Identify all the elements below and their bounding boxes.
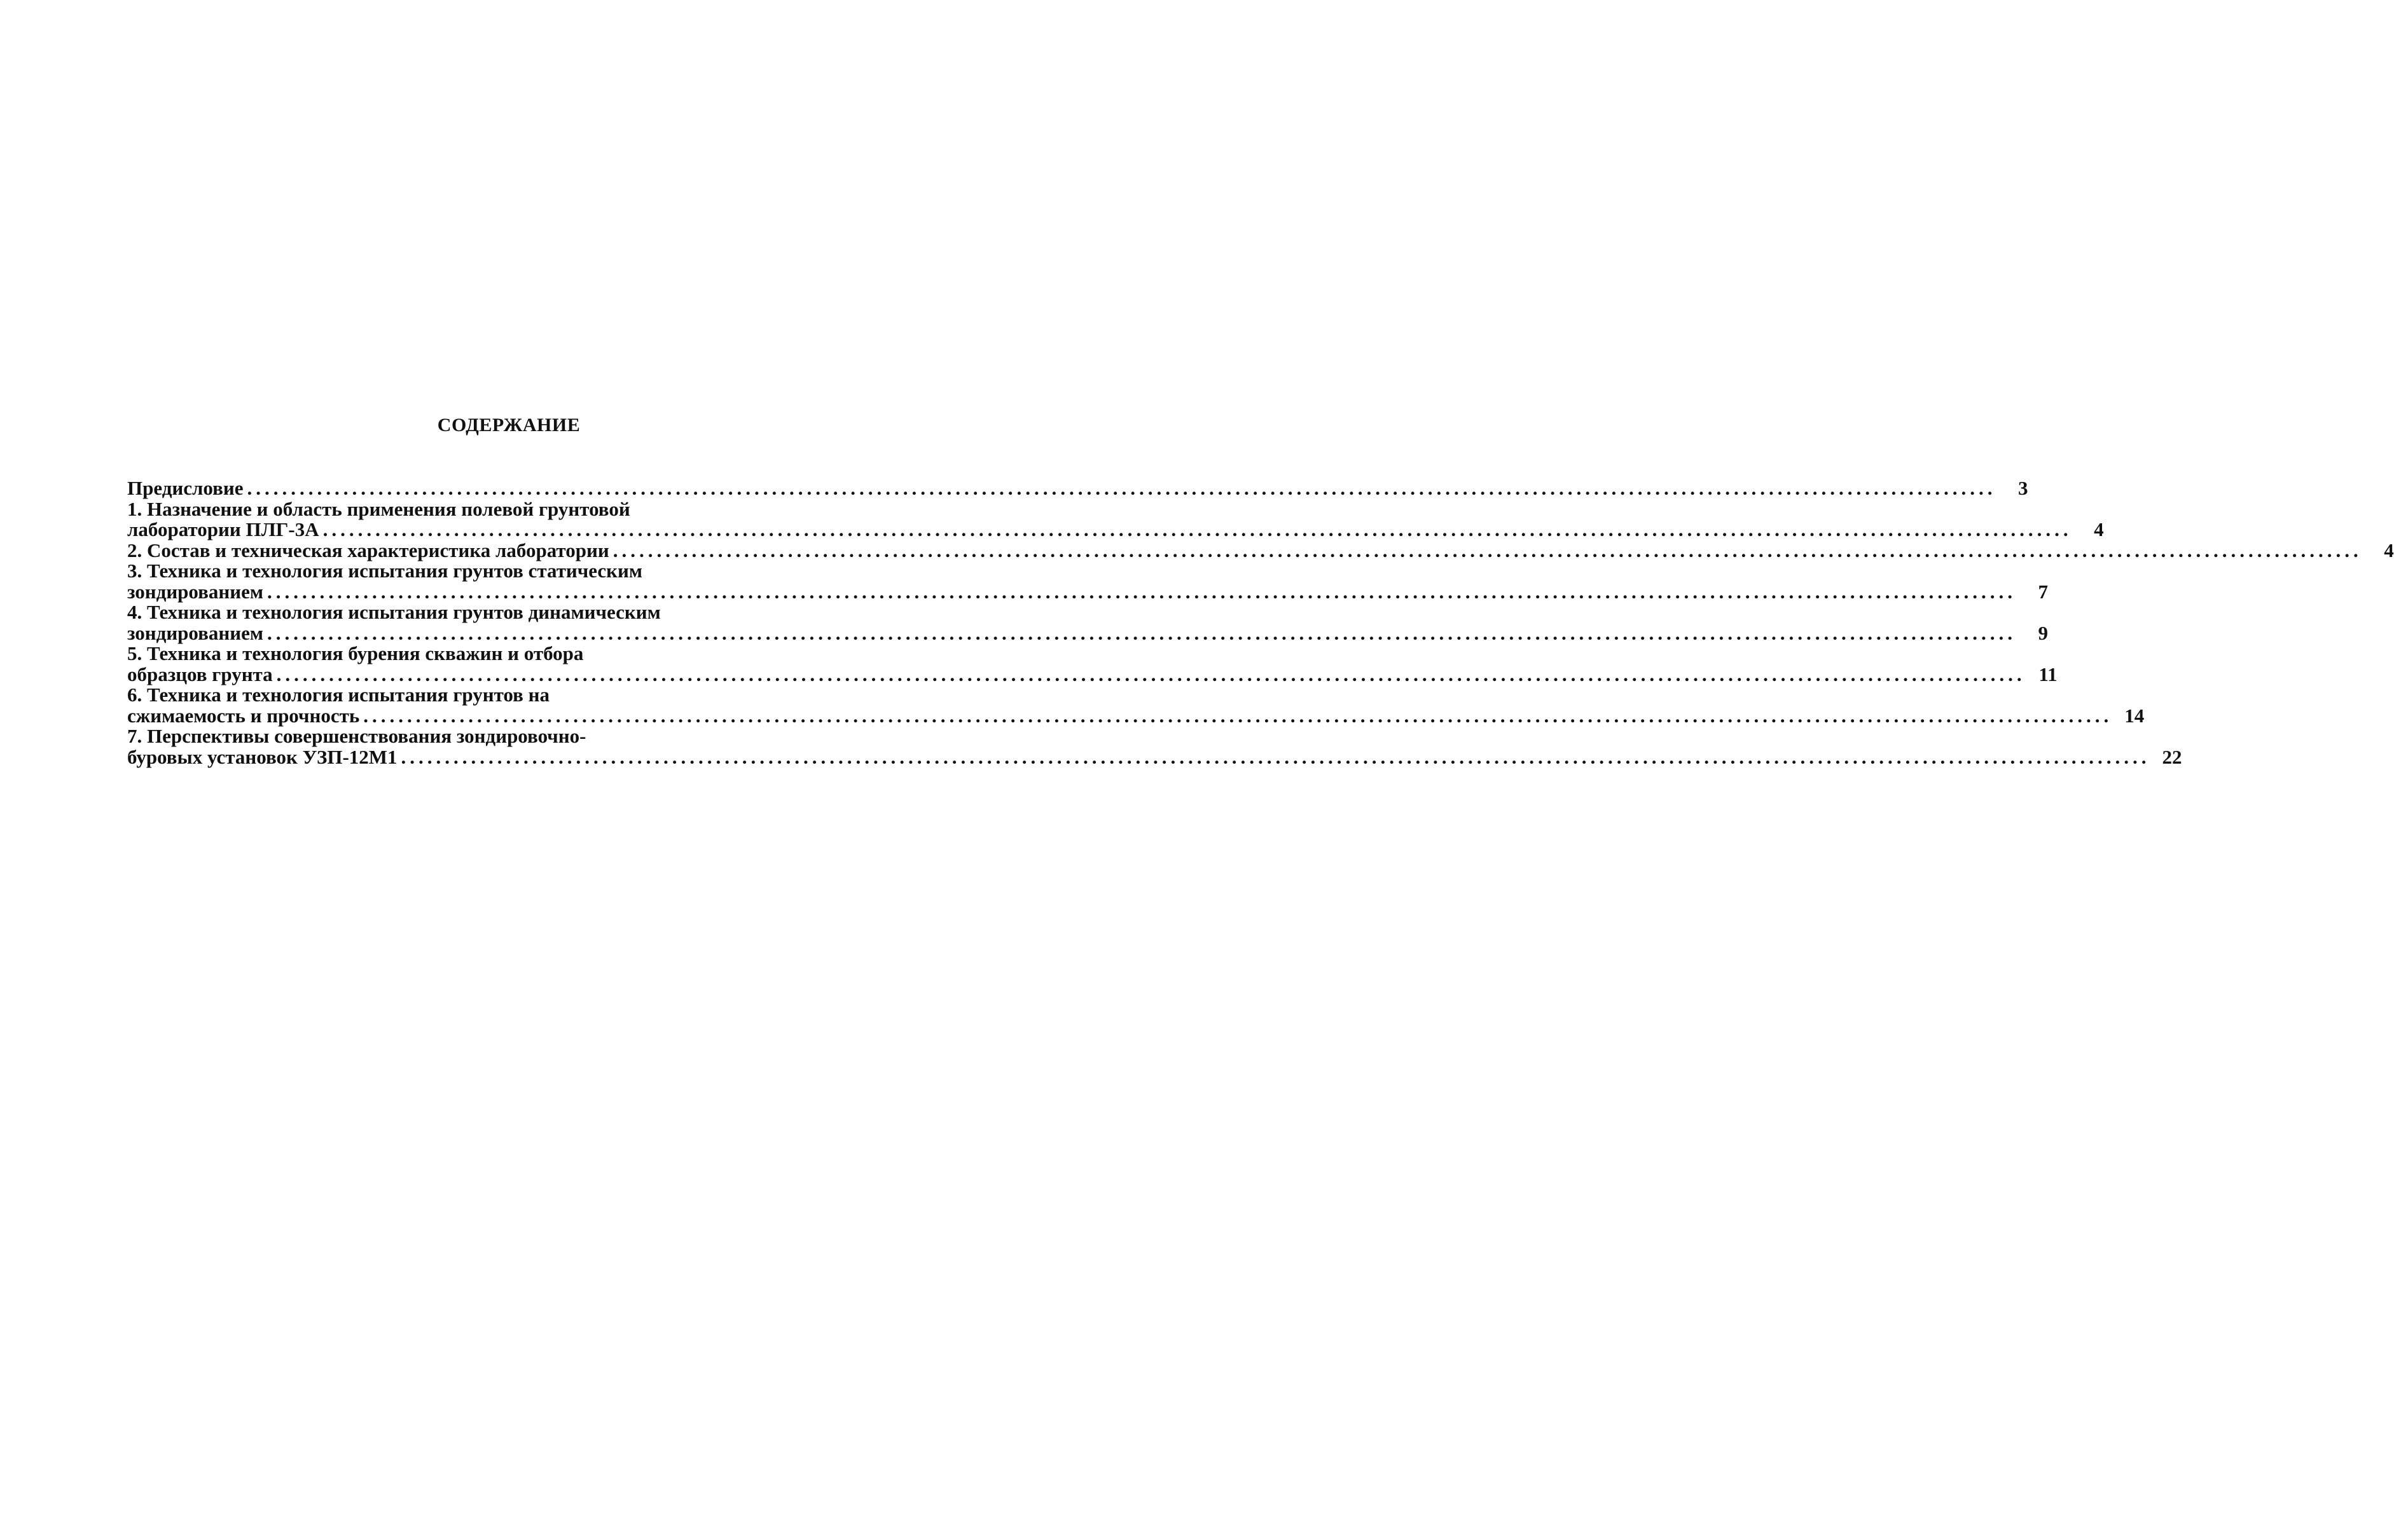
dot-leader: ........................................................................................................................................................................................................ (267, 621, 2016, 644)
toc-entry-title-line: 1. Назначение и область применения полевой грунтовой (127, 497, 630, 520)
toc-entry-title: Предисловие (127, 477, 244, 499)
toc-entry-title-line: 3. Техника и технология испытания грунтов статическим (127, 560, 642, 582)
toc-page-number: 14 (2124, 704, 2145, 727)
toc-page-number: 7 (2038, 580, 2048, 603)
toc-entry-section-5 (127, 642, 2058, 685)
dot-leader: ........................................................................................................................................................................................................ (322, 518, 2072, 540)
toc-entry-title: буровых установок УЗП-12М1 (127, 745, 398, 768)
dot-leader: ........................................................................................................................................................................................................ (276, 663, 2026, 685)
toc-entry-section-6 (127, 684, 2145, 727)
toc-entry-title-line: 7. Перспективы совершенствования зондировочно- (127, 725, 586, 747)
toc-entry-section-2 (127, 539, 2394, 561)
toc-page-number: 4 (2094, 518, 2104, 540)
toc-page-number: 3 (2018, 477, 2028, 499)
dot-leader: ........................................................................................................................................................................................................ (401, 745, 2150, 768)
toc-entry-section-3 (127, 560, 2048, 603)
toc-entry-title: 2. Состав и техническая характеристика лаборатории (127, 539, 609, 561)
toc-entry-title: образцов грунта (127, 663, 273, 685)
toc-entry-title: сжимаемость и прочность (127, 704, 360, 727)
toc-entry-section-1 (127, 497, 2104, 540)
toc-page-number: 11 (2038, 663, 2058, 685)
toc-entry-title: зондированием (127, 580, 263, 603)
toc-entry-section-7 (127, 725, 2182, 768)
toc-entry-title-line: 4. Техника и технология испытания грунтов динамическим (127, 601, 661, 623)
toc-page-number: 4 (2384, 539, 2394, 561)
toc-entry-preface (127, 477, 2028, 499)
dot-leader: ........................................................................................................................................................................................................ (363, 704, 2113, 727)
toc-entry-section-4 (127, 601, 2048, 644)
toc-entry-title-line: 6. Техника и технология испытания грунтов на (127, 684, 550, 706)
toc-entry-title: лаборатории ПЛГ-3А (127, 518, 319, 540)
toc-entry-title: зондированием (127, 621, 263, 644)
toc-page-number: 9 (2038, 621, 2048, 644)
dot-leader: ........................................................................................................................................................................................................ (247, 477, 1996, 499)
toc-page-number: 22 (2162, 745, 2182, 768)
dot-leader: ........................................................................................................................................................................................................ (612, 539, 2362, 561)
table-of-contents (127, 477, 2394, 768)
toc-entry-title-line: 5. Техника и технология бурения скважин и отбора (127, 642, 584, 664)
page-title: СОДЕРЖАНИЕ (437, 415, 581, 436)
dot-leader: ........................................................................................................................................................................................................ (267, 580, 2016, 603)
